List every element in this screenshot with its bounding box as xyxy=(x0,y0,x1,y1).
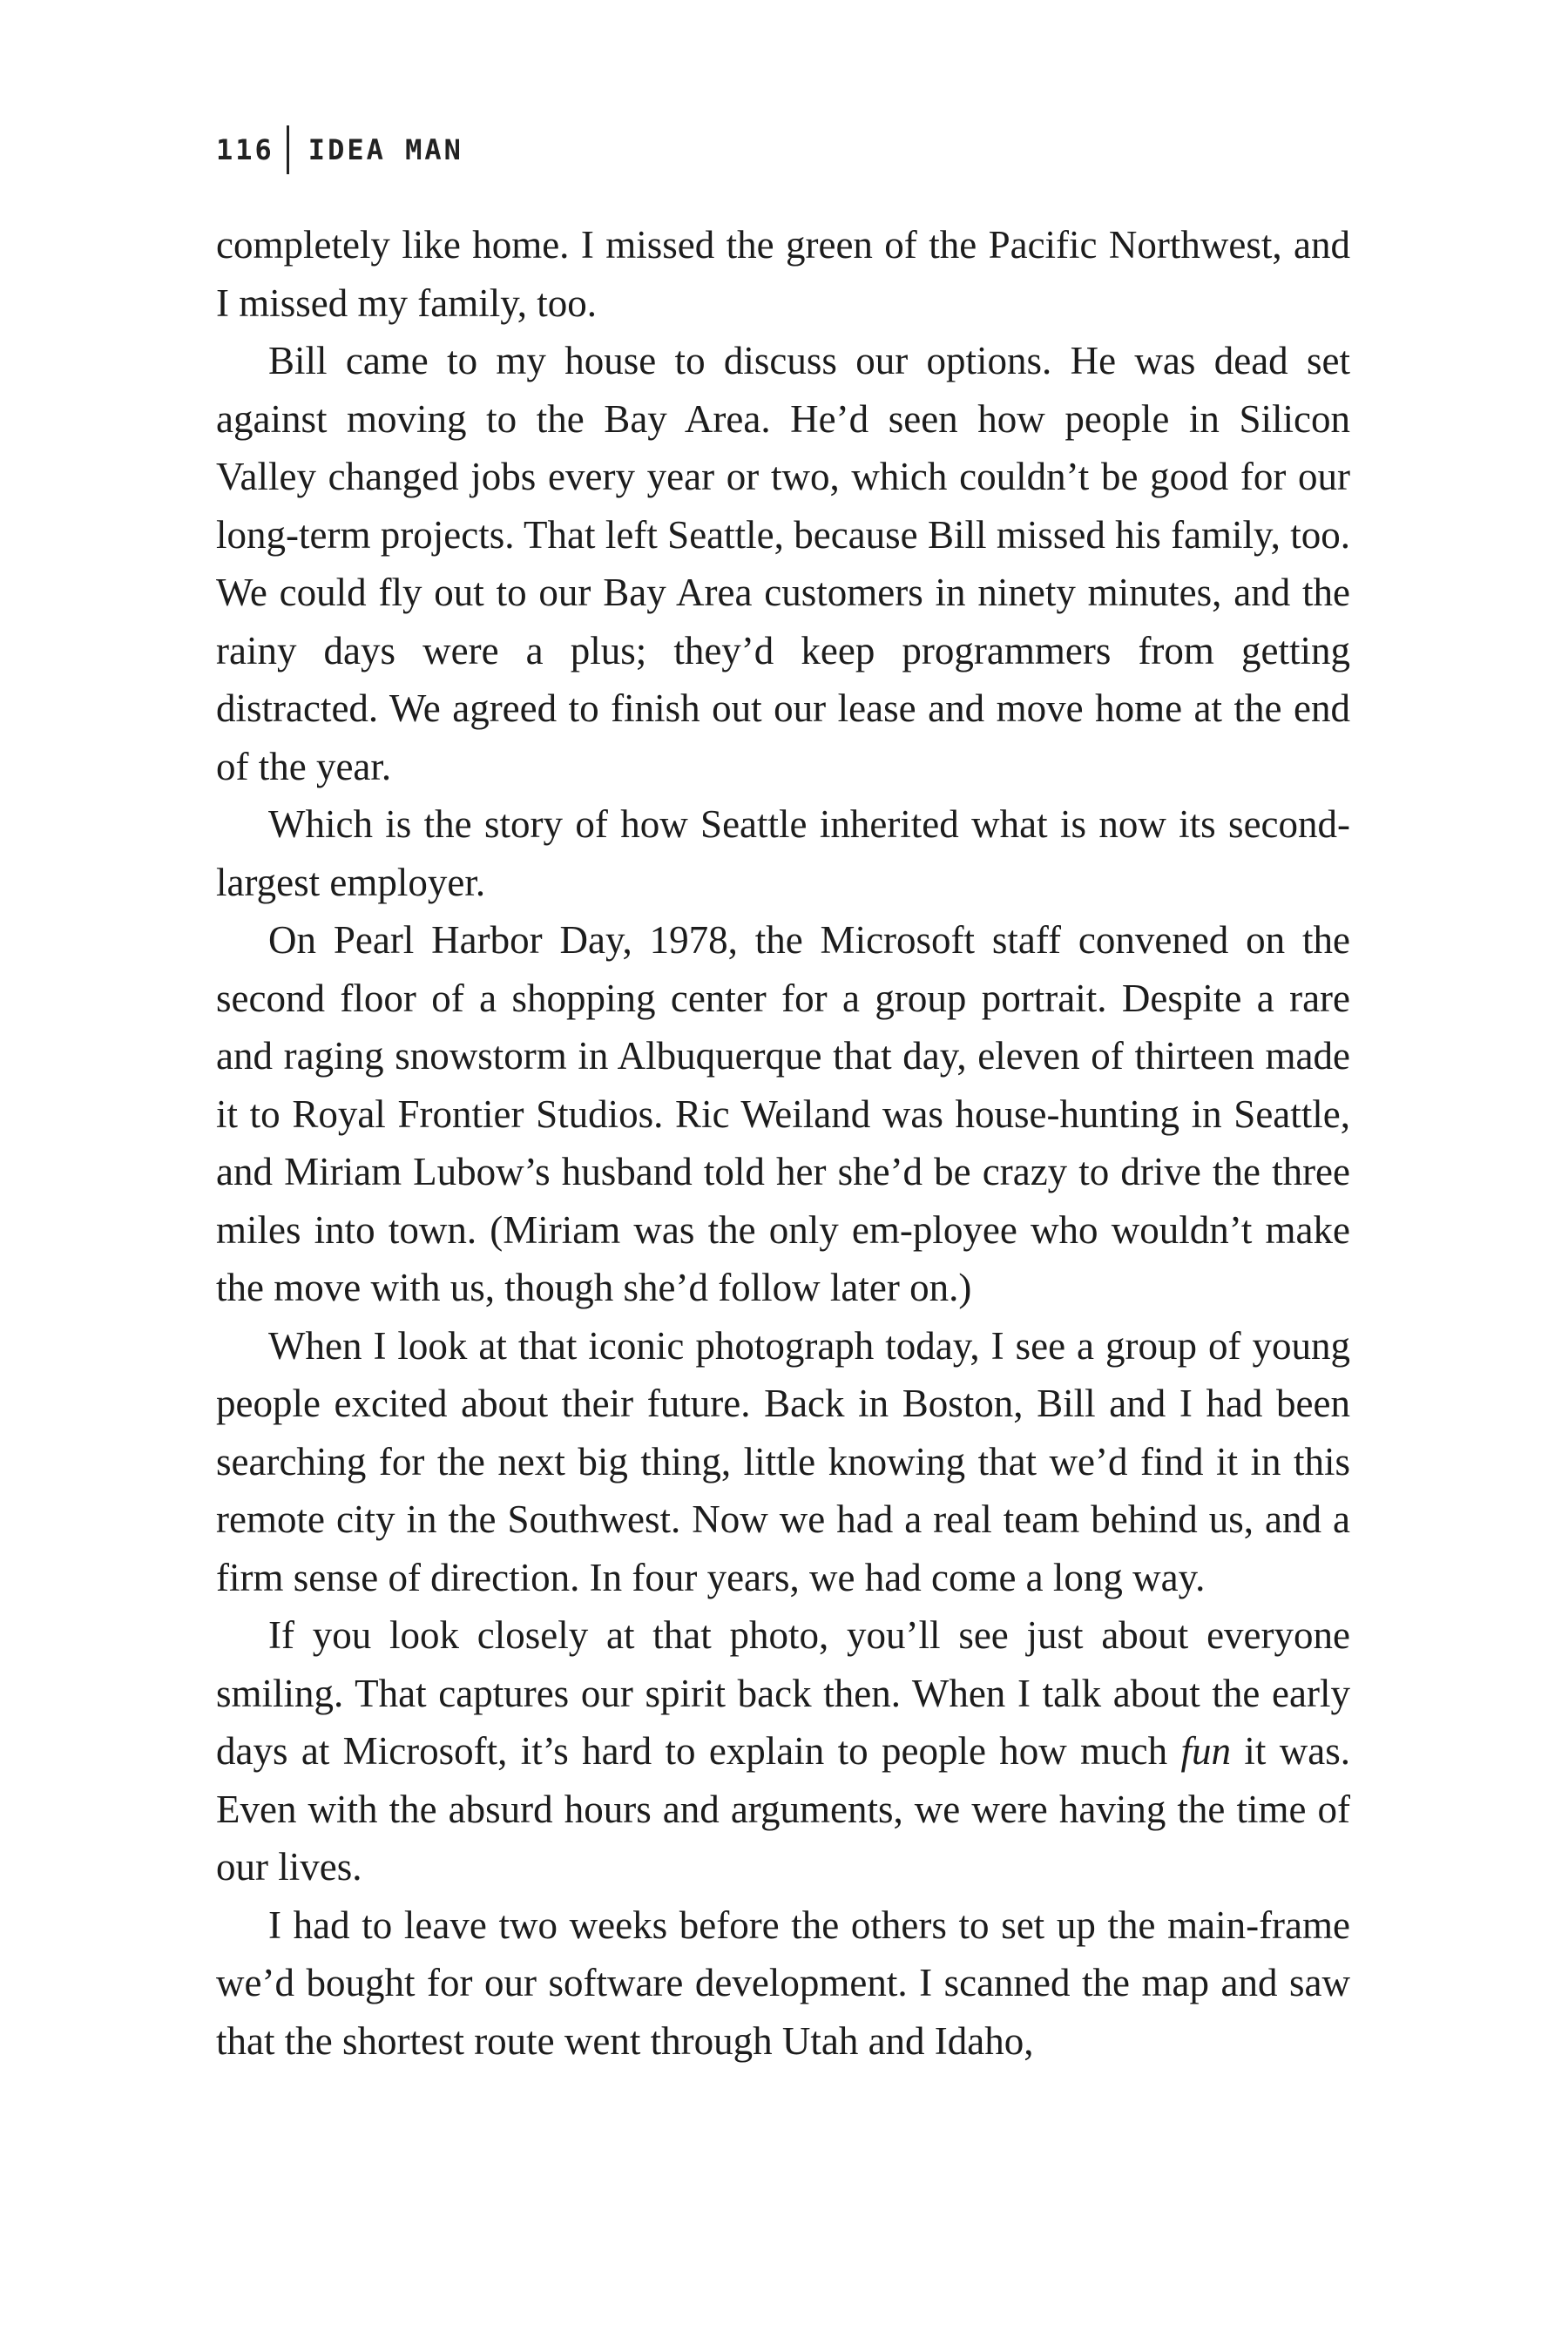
paragraph-4: On Pearl Harbor Day, 1978, the Microsoft staff convened on the second floor of a shopping center for a group portrait. Despite a rare and raging snowstorm in Albuquerque that day, eleven of thirteen made it to Royal Frontier Studios. Ric Weiland was house-hunting in Seattle, and Miriam Lubow’s husband told her she’d be crazy to drive the three miles into town. (Miriam was the only em-ployee who wouldn’t make the move with us, though she’d follow later on.) xyxy=(216,918,1350,1309)
paragraph-3: Which is the story of how Seattle inherited what is now its second-largest employer. xyxy=(216,802,1350,904)
paragraph-7: I had to leave two weeks before the others to set up the main-frame we’d bought for our software development. I scanned the map and saw that the shortest route went through Utah and Idaho, xyxy=(216,1903,1350,2063)
paragraph-6 xyxy=(216,1606,1350,1896)
paragraph-5: When I look at that iconic photograph today, I see a group of young people excited about their future. Back in Boston, Bill and I had been searching for the next big thing, little knowing that we’d find it in this remote city in the Southwest. Now we had a real team behind us, and a firm sense of direction. In four years, we had come a long way. xyxy=(216,1323,1350,1599)
running-head xyxy=(216,122,1350,178)
header-divider xyxy=(287,125,289,174)
paragraph-1: completely like home. I missed the green of the Pacific Northwest, and I missed my family, too. xyxy=(216,223,1350,325)
paragraph-2: Bill came to my house to discuss our options. He was dead set against moving to the Bay Area. He’d seen how people in Silicon Valley changed jobs every year or two, which couldn’t be good for our long-term projects. That left Seattle, because Bill missed his family, too. We could fly out to our Bay Area customers in ninety minutes, and the rainy days were a plus; they’d keep programmers from getting distracted. We agreed to finish out our lease and move home at the end of the year. xyxy=(216,339,1350,788)
body-text xyxy=(216,216,1350,2070)
paragraph-6-text-before: If you look closely at that photo, you’ll see just about everyone smiling. That captures our spirit back then. When I talk about the early days at Microsoft, it’s hard to explain to people how much xyxy=(216,1613,1350,1773)
book-page xyxy=(216,122,1350,2070)
paragraph-6-italic-word: fun xyxy=(1180,1729,1232,1773)
paragraph-6-text-after: it was. Even with the absurd hours and arguments, we were having the time of our lives. xyxy=(216,1729,1350,1889)
book-title: IDEA MAN xyxy=(308,133,463,166)
page-number: 116 xyxy=(216,133,274,166)
